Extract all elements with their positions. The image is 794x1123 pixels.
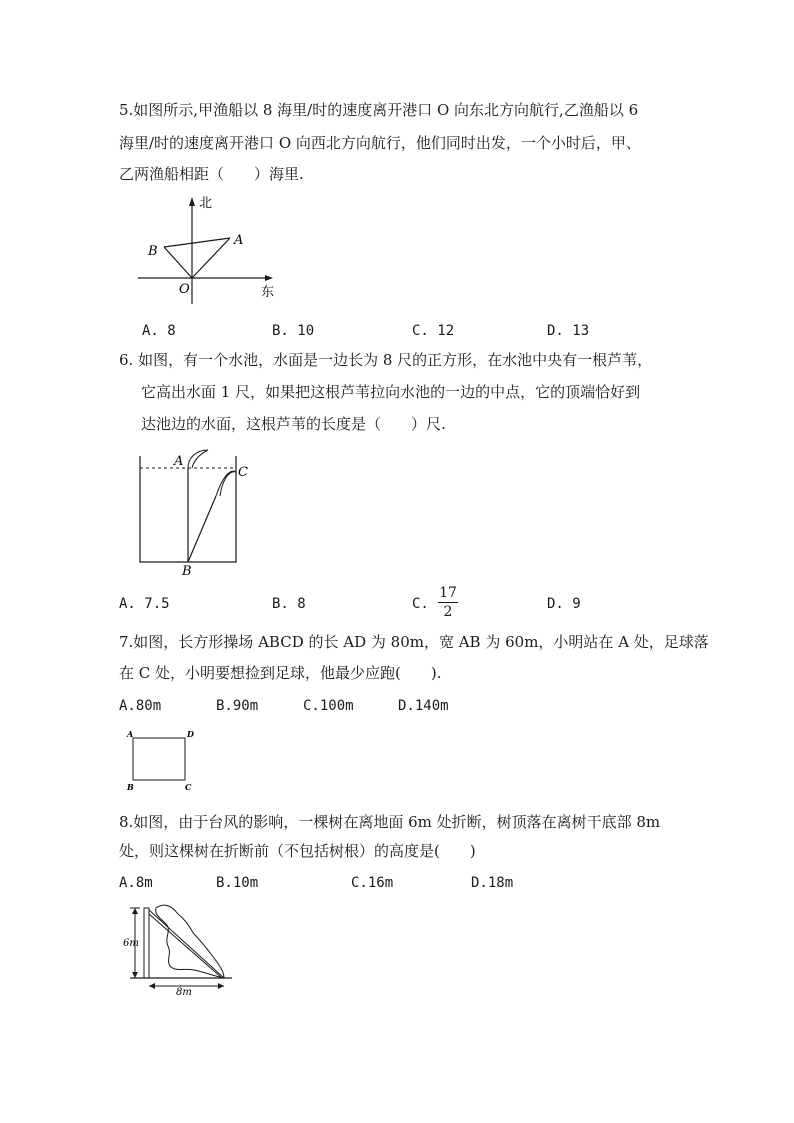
north-label: 北 [199, 196, 213, 211]
q5-text-line3: 乙两渔船相距（ ）海里. [119, 165, 304, 183]
corner-D-label: D [187, 729, 194, 739]
q6-option-a[interactable]: A. 7.5 [119, 596, 170, 612]
height-arrow-up-icon [132, 908, 138, 914]
q7-figure [124, 728, 204, 794]
north-arrow-icon [189, 197, 195, 206]
reed-top-icon [188, 450, 208, 468]
height-arrow-down-icon [132, 972, 138, 978]
q7-option-c[interactable]: C.100m [303, 698, 354, 714]
q6-text-line1: 6. 如图，有一个水池，水面是一边长为 8 尺的正方形，在水池中央有一根芦苇， [119, 351, 653, 369]
fraction-numerator: 17 [439, 585, 457, 601]
q6-option-c[interactable]: C. [412, 596, 429, 612]
q5-option-a[interactable]: A. 8 [142, 323, 176, 339]
reed-leaf-icon [216, 471, 236, 496]
field-rectangle [133, 738, 185, 780]
distance-arrow-right-icon [218, 983, 224, 989]
q6-text-line2: 它高出水面 1 尺，如果把这根芦苇拉向水池的一边的中点，它的顶端恰好到 [141, 383, 641, 401]
point-B-label: B [148, 244, 158, 259]
broken-trunk-2 [149, 914, 222, 978]
q8-text-line1: 8.如图，由于台风的影响，一棵树在离地面 6m 处折断，树顶落在离树干底部 8m [119, 813, 661, 831]
point-B-label: B [182, 564, 192, 579]
q7-option-a[interactable]: A.80m [119, 698, 162, 714]
height-label: 6m [123, 938, 139, 949]
q7-text-line1: 7.如图，长方形操场 ABCD 的长 AD 为 80m，宽 AB 为 60m，小明站在 A 处，足球落 [119, 633, 709, 651]
tree-trunk [144, 908, 149, 978]
q5-option-d[interactable]: D. 13 [547, 323, 590, 339]
distance-arrow-left-icon [149, 983, 155, 989]
q8-text-line2: 处，则这棵树在折断前（不包括树根）的高度是( ) [119, 842, 476, 860]
q5-text-line2: 海里/时的速度离开港口 O 向西北方向航行，他们同时出发，一个小时后，甲、 [119, 134, 641, 152]
distance-label: 8m [176, 987, 192, 998]
q5-text-line1: 5.如图所示,甲渔船以 8 海里/时的速度离开港口 O 向东北方向航行,乙渔船以 6 [119, 101, 639, 119]
q7-option-d[interactable]: D.140m [398, 698, 449, 714]
q7-option-b[interactable]: B.90m [216, 698, 259, 714]
q6-option-d[interactable]: D. 9 [547, 596, 581, 612]
q8-option-c[interactable]: C.16m [351, 875, 394, 891]
point-O-label: O [179, 282, 190, 297]
q6-option-b[interactable]: B. 8 [272, 596, 306, 612]
reed-slanted [188, 496, 216, 562]
q6-figure [130, 448, 260, 578]
q8-option-d[interactable]: D.18m [471, 875, 514, 891]
segment-OA [192, 238, 230, 278]
east-label: 东 [261, 285, 275, 300]
fraction-bar [438, 602, 458, 603]
segment-AB [164, 238, 230, 247]
corner-C-label: C [185, 782, 192, 792]
point-C-label: C [238, 465, 248, 480]
corner-A-label: A [127, 729, 134, 739]
point-A-label: A [174, 454, 184, 469]
q8-figure [120, 898, 240, 998]
q6-text-line3: 达池边的水面，这根芦苇的长度是（ ）尺. [141, 415, 446, 433]
q8-option-a[interactable]: A.8m [119, 875, 153, 891]
q5-option-c[interactable]: C. 12 [412, 323, 455, 339]
q5-figure [135, 192, 285, 304]
corner-B-label: B [127, 782, 134, 792]
segment-OB [164, 247, 192, 278]
fraction-denominator: 2 [443, 604, 453, 620]
broken-trunk-1 [149, 910, 224, 978]
q6-option-c-fraction [438, 585, 458, 620]
q7-text-line2: 在 C 处，小明要想捡到足球，他最少应跑( ). [119, 664, 442, 682]
tree-crown-icon [156, 905, 224, 978]
q5-option-b[interactable]: B. 10 [272, 323, 315, 339]
point-A-label: A [234, 233, 244, 248]
q8-option-b[interactable]: B.10m [216, 875, 259, 891]
east-arrow-icon [265, 275, 273, 281]
